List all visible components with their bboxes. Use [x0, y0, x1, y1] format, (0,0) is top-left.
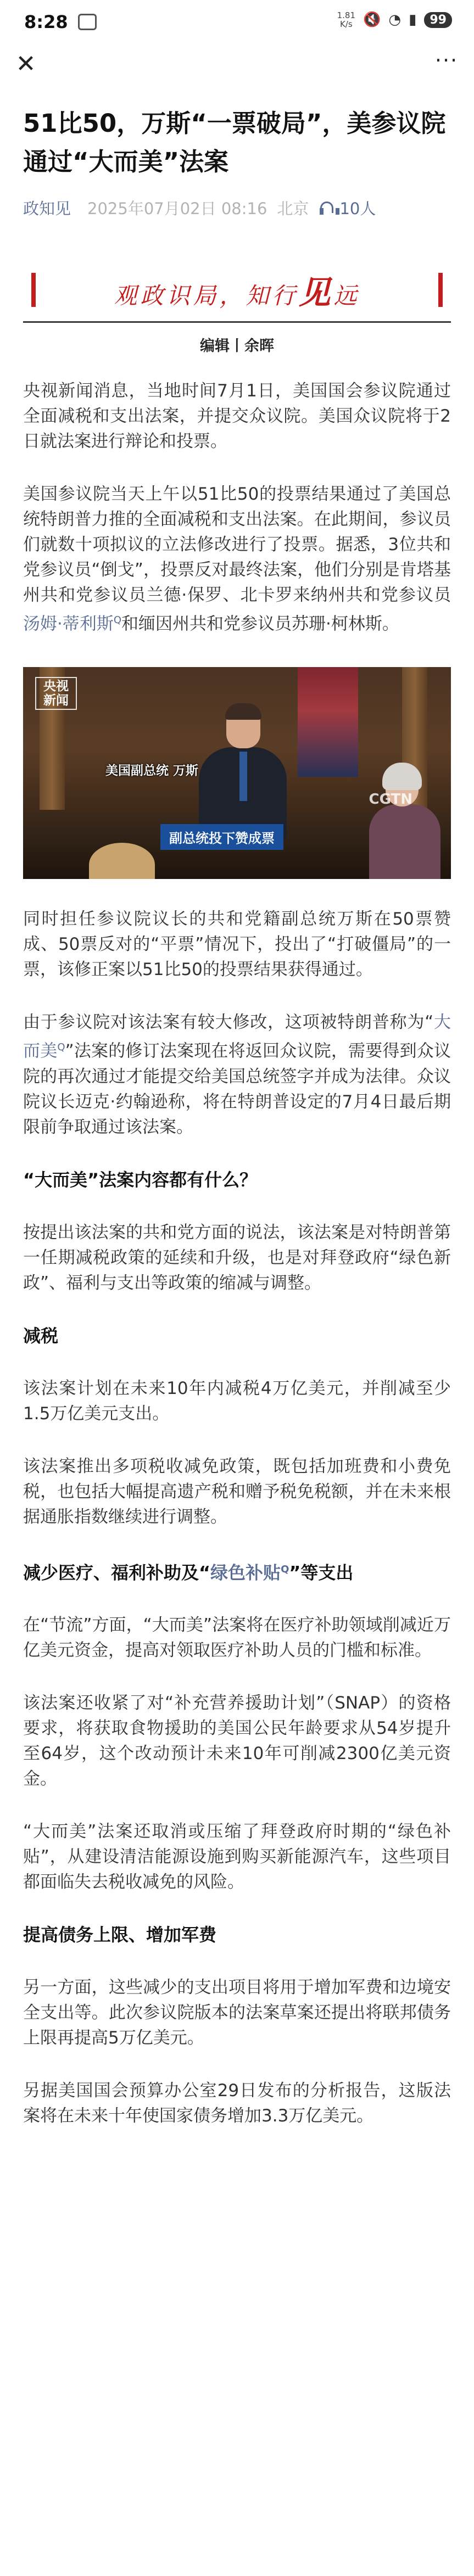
search-icon[interactable]: Q — [57, 1041, 65, 1054]
screenshot-icon — [78, 14, 97, 30]
banner-bar-right — [438, 273, 443, 307]
close-icon[interactable]: ✕ — [15, 50, 36, 78]
article-body — [23, 378, 451, 2129]
green-subsidy-search-link[interactable]: 绿色补贴 — [210, 1562, 281, 1583]
banner-bar-left — [31, 273, 36, 307]
paragraph-2-text-end: 和缅因州共和党参议员苏珊·柯林斯。 — [121, 614, 399, 634]
source-account-link[interactable]: 政知见 — [23, 199, 71, 218]
paragraph-6: 该法案计划在未来10年内减税4万亿美元，并削减至少1.5万亿美元支出。 — [23, 1378, 451, 1424]
video-vice-president — [188, 705, 298, 837]
section-heading-spending — [23, 1557, 451, 1586]
paragraph-5: 按提出该法案的共和党方面的说法，该法案是对特朗普第一任期减税政策的延续和升级，也是对拜登政府“绿色新政”、福利与支出等政策的缩减与调整。 — [23, 1222, 451, 1293]
listen-count: 10人 — [339, 199, 376, 218]
vote-caption: 副总统投下赞成票 — [160, 824, 283, 850]
article — [23, 104, 451, 2129]
headphone-icon — [319, 200, 335, 216]
mute-icon: 🔇 — [363, 12, 381, 28]
listen-button[interactable] — [319, 197, 376, 219]
heading-3-text-end: ”等支出 — [289, 1562, 354, 1583]
paragraph-1: 央视新闻消息，当地时间7月1日，美国国会参议院通过全面减税和支出法案，并提交众议院。美国众议院将于2日就法案进行辩论和投票。 — [23, 381, 451, 451]
top-nav — [0, 44, 474, 86]
cgtn-watermark: CGTN — [369, 791, 412, 808]
paragraph-11: 另一方面，这些减少的支出项目将用于增加军费和边境安全支出等。此次参议院版本的法案草案还提出将联邦债务上限再提高5万亿美元。 — [23, 1978, 451, 2048]
section-heading-debt: 提高债务上限、增加军费 — [23, 1924, 217, 1946]
publish-date: 2025年07月02日 08:16 — [87, 199, 267, 218]
paragraph-2 — [23, 481, 451, 636]
article-meta — [23, 197, 451, 219]
paragraph-10: “大而美”法案还取消或压缩了拜登政府时期的“绿色补贴”，从建设清洁能源设施到购买新能源汽车，这些项目都面临失去税收减免的风险。 — [23, 1822, 451, 1892]
paragraph-8: 在“节流”方面，“大而美”法案将在医疗补助领域削减近万亿美元资金，提高对领取医疗补助人员的门槛和标准。 — [23, 1615, 451, 1661]
more-dots-icon[interactable]: ··· — [434, 48, 459, 72]
search-icon[interactable]: Q — [281, 1563, 289, 1575]
battery-indicator: 99 — [424, 12, 452, 28]
paragraph-12: 另据美国国会预算办公室29日发布的分析报告，这版法案将在未来十年使国家债务增加3.3万亿美元。 — [23, 2081, 451, 2126]
banner-slogan — [114, 267, 360, 313]
video-player[interactable] — [23, 667, 451, 879]
paragraph-9: 该法案还收紧了对“补充营养援助计划”（SNAP）的资格要求，将获取食物援助的美国公民年龄要求从54岁提升至64岁，这个改动预计未来10年可削减2300亿美元资金。 — [23, 1693, 451, 1789]
search-icon[interactable]: Q — [113, 614, 122, 626]
banner-emphasis: 见 — [298, 274, 334, 311]
paragraph-3: 同时担任参议院议长的共和党籍副总统万斯在50票赞成、50票反对的“平票”情况下，投出了“打破僵局”的一票，该修正案以51比50的投票结果获得通过。 — [23, 909, 451, 980]
big-beautiful-search-link[interactable]: 大而美 — [23, 1012, 451, 1061]
video-flag — [298, 667, 358, 777]
paragraph-2-text: 美国参议院当天上午以51比50的投票结果通过了美国总统特朗普力推的全面减税和支出法案。在此期间，参议员们就数十项拟议的立法修改进行了投票。据悉，3位共和党参议员“倒戈”，投票反对最终法案，他们分别是肯塔基州共和党参议员兰德·保罗、北卡罗来纳州共和党参议员 — [23, 484, 451, 605]
status-bar — [0, 0, 474, 44]
signal-icon: ▮ — [409, 12, 417, 28]
publish-location: 北京 — [277, 199, 309, 218]
banner-divider — [23, 321, 451, 323]
status-icons — [337, 11, 452, 29]
heading-3-text: 减少医疗、福利补助及“ — [23, 1562, 211, 1583]
banner-part2: 远 — [333, 282, 360, 309]
status-time: 8:28 — [24, 12, 68, 32]
column-banner — [23, 261, 451, 319]
net-speed: 1.81 K/s — [337, 10, 355, 29]
editor-credit: 编辑丨余晖 — [200, 338, 274, 355]
wifi-icon: ◔ — [388, 12, 401, 28]
cctv-news-logo: 央视 新闻 — [35, 677, 77, 710]
section-heading-tax: 减税 — [23, 1325, 59, 1346]
video-senator — [364, 766, 446, 879]
banner-part1: 观政识局，知行 — [114, 282, 299, 309]
vp-caption: 美国副总统 万斯 — [105, 764, 199, 779]
tillis-search-link[interactable]: 汤姆·蒂利斯 — [23, 614, 114, 634]
paragraph-4 — [23, 1010, 451, 1139]
section-heading-contents: “大而美”法案内容都有什么？ — [23, 1169, 258, 1190]
paragraph-4-text: 由于参议院对该法案有较大修改，这项被特朗普称为“ — [23, 1012, 434, 1033]
paragraph-7: 该法案推出多项税收减免政策，既包括加班费和小费免税，也包括大幅提高遗产税和赠予税免税额，并在未来根据通胀指数继续进行调整。 — [23, 1456, 451, 1527]
paragraph-4-text-end: ”法案的修订法案现在将返回众议院，需要得到众议院的再次通过才能提交给美国总统签字并成为法律。众议院议长迈克·约翰逊称，将在特朗普设定的7月4日最后期限前争取通过该法案。 — [23, 1041, 451, 1137]
article-title: 51比50，万斯“一票破局”，美参议院通过“大而美”法案 — [23, 109, 446, 176]
